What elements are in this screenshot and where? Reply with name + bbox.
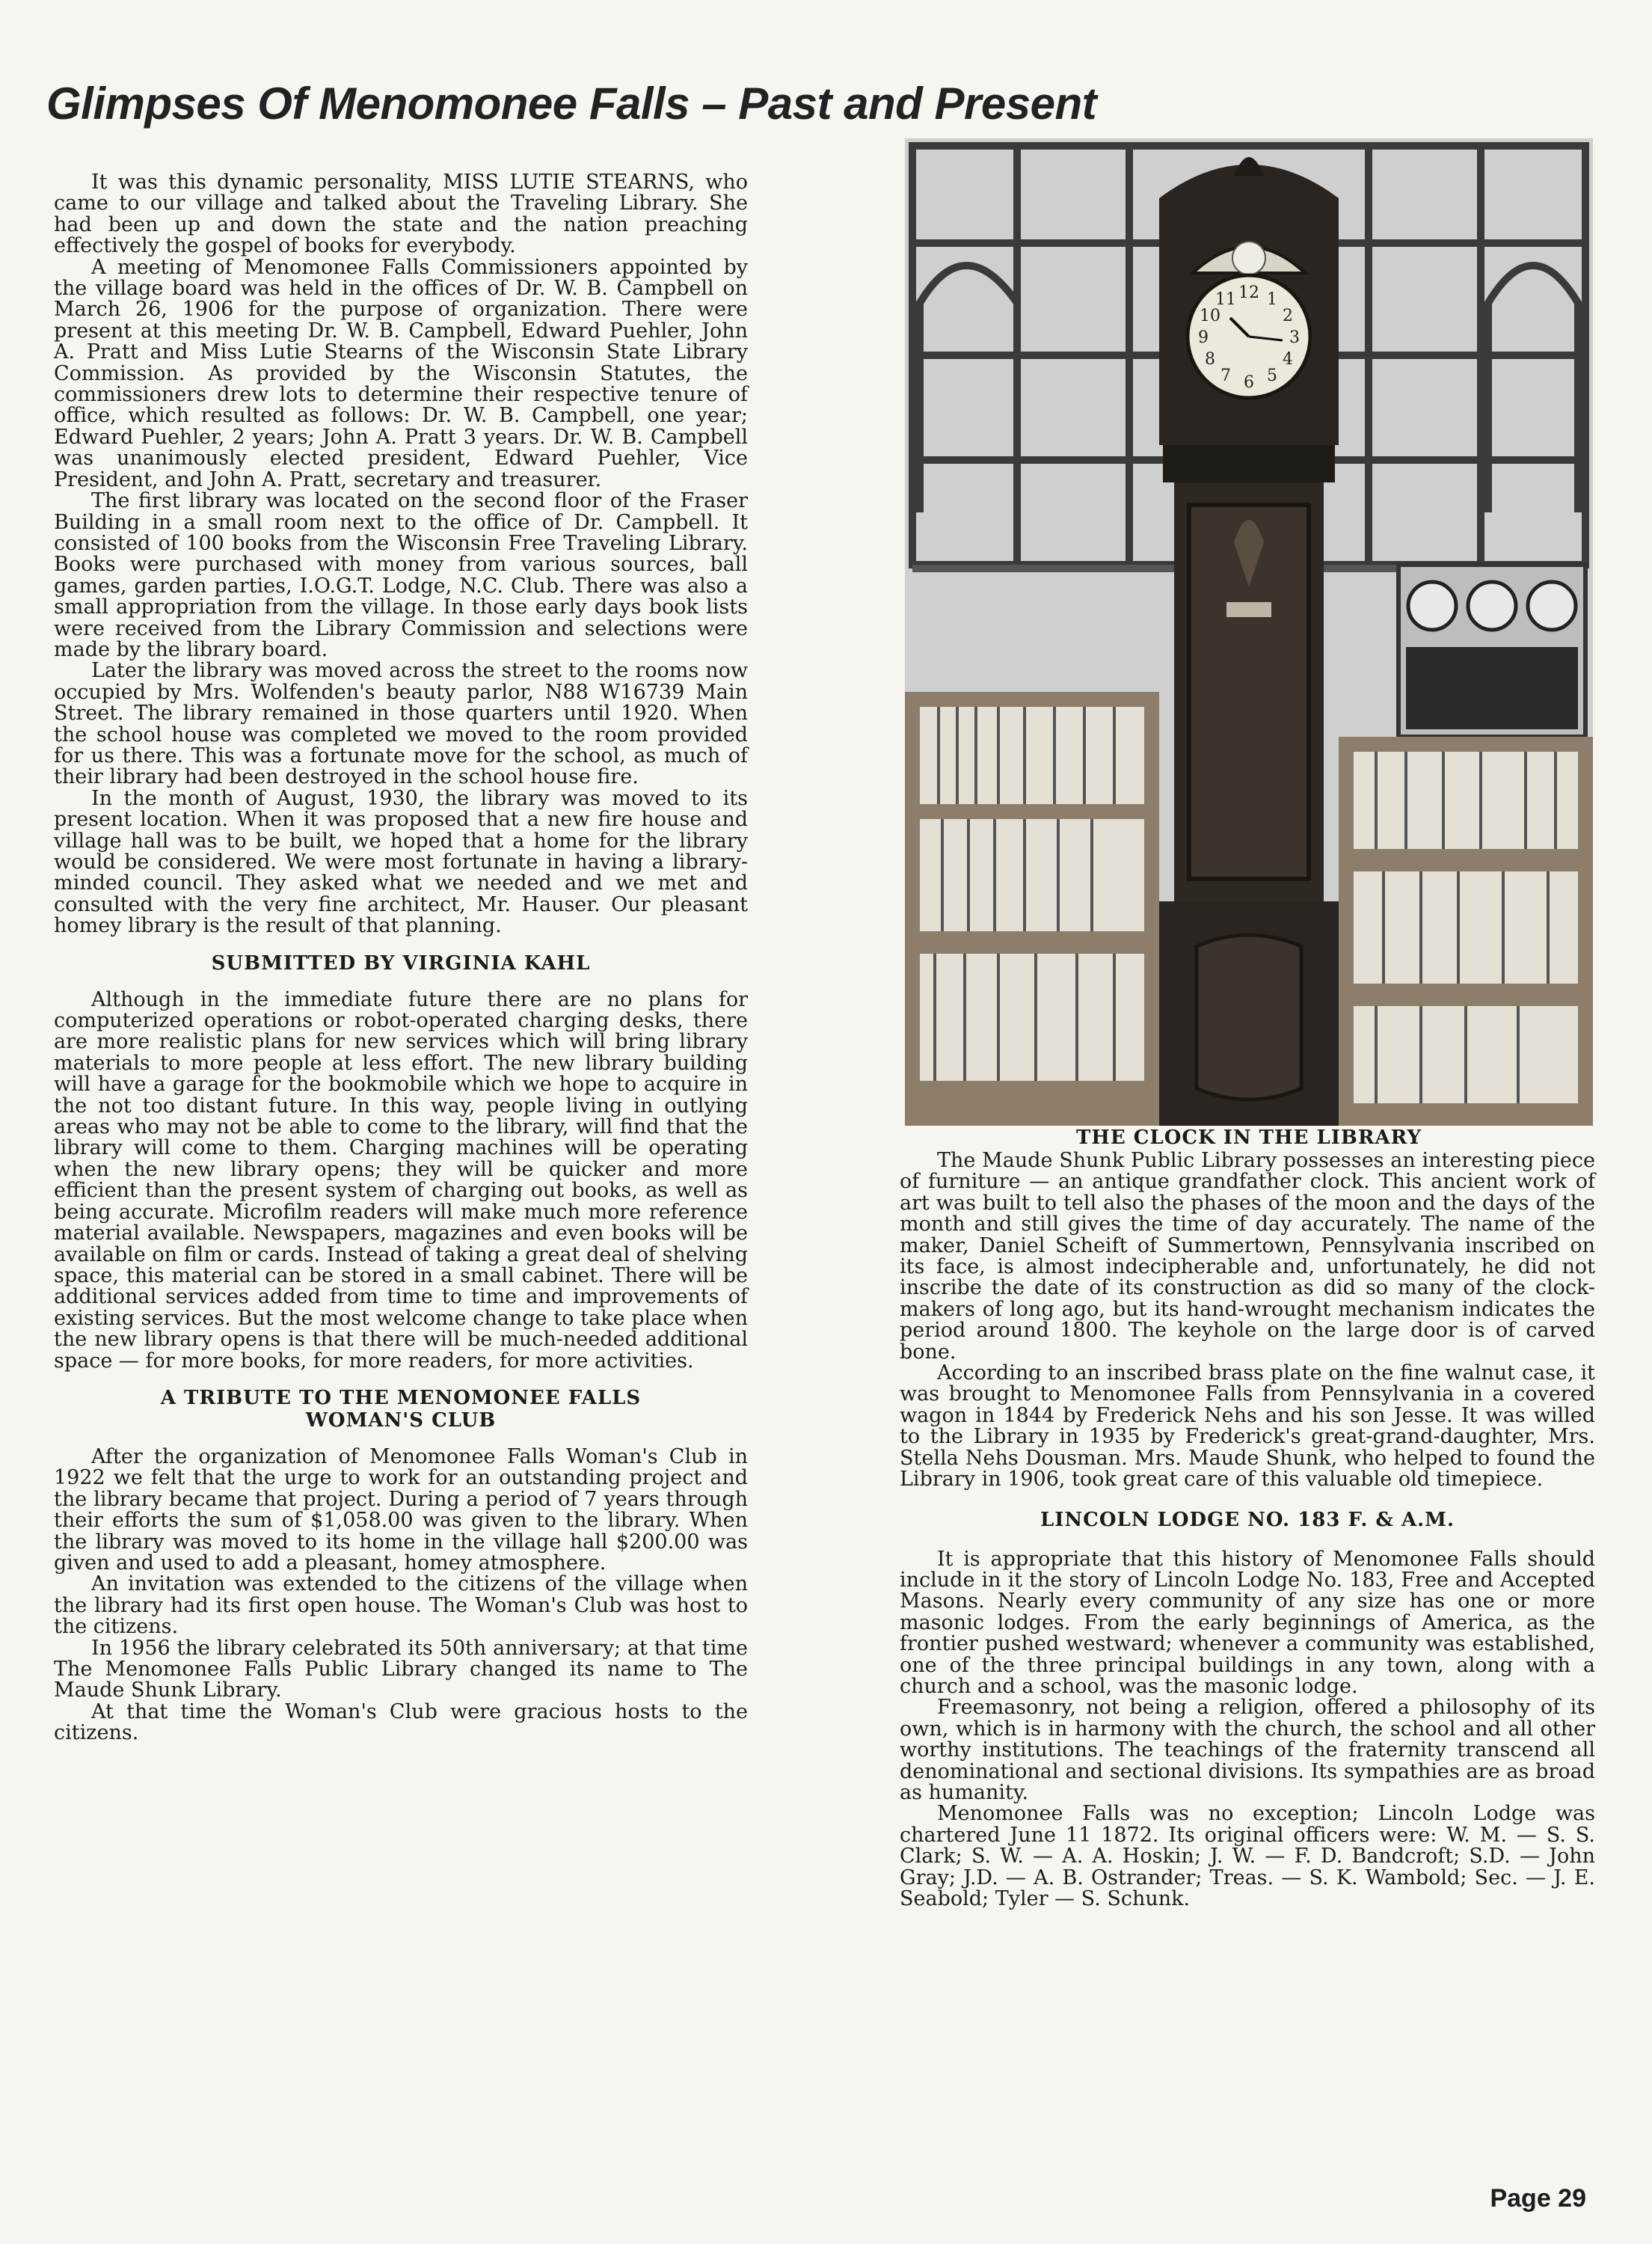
clock-numeral-9: 9 [1198,328,1209,347]
paragraph-open-house: An invitation was extended to the citizens of the village when the library had its first open house. The Woman's Club was host to the citizens. [54,1572,748,1639]
clock-numeral-4: 4 [1283,350,1293,369]
photo-caption: THE CLOCK IN THE LIBRARY [1075,1126,1422,1149]
clock-numeral-8: 8 [1205,350,1215,369]
paragraph-commissioners-meeting: A meeting of Menomonee Falls Commissioners appointed by the village board was held in the offices of Dr. W. B. Campbell on March 26, 1906 for the purpose of organization. There were present at this meeting Dr. W. B. Campbell, Edward Puehler, John A. Pratt and Miss Lutie Stearns of the Wisconsin State Library Commission. As provided by the Wisconsin Statutes, the commissioners drew lots to determine their respective tenure of office, which resulted as follows: Dr. W. B. Campbell, one year; Edward Puehler, 2 years; John A. Pratt 3 years. Dr. W. B. Campbell was unanimously elected president, Edward Puehler, Vice President, and John A. Pratt, secretary and treasurer. [54,255,748,491]
clock-numeral-3: 3 [1289,328,1300,347]
paragraph-gracious-hosts: At that time the Woman's Club were gracious hosts to the citizens. [54,1699,748,1745]
page-title: Glimpses Of Menomonee Falls – Past and Present [46,79,1097,129]
paragraph-lutie-stearns: It was this dynamic personality, MISS LUTIE STEARNS, who came to our village and talked about the Traveling Library. She had been up and down the state and the nation preaching effectively the gospel of books for everybody. [54,171,748,258]
paragraph-first-library: The first library was located on the second floor of the Fraser Building in a small room next to the office of Dr. Campbell. It consisted of 100 books from the Wisconsin Free Traveling Library. Books were purchased with money from various sources, ball games, garden parties, I.O.G.T. Lodge, N.C. Club. There was also a small appropriation from the village. In those early days book lists were received from the Library Commission and selections were made by the library board. [54,489,748,661]
page-number: Page 29 [1490,2184,1586,2213]
paragraph-masonic-lodges: It is appropriate that this history of Menomonee Falls should include in it the story of Lincoln Lodge No. 183, Free and Accepted Masons. Nearly every community of any size has one or more masonic lodges. From the early beginnings of America, as the frontier pushed westward; whenever a community was established, one of the three principal buildings in any town, along with a church and a school, was the masonic lodge. [900,1547,1595,1698]
paragraph-future-plans: Although in the immediate future there are no plans for computerized operations or robot-operated charging desks, there are more realistic plans for new services which will bring library materials to more people at less effort. The new library building will have a garage for the bookmobile which we hope to acquire in the not too distant future. In this way, people living in outlying areas who may not be able to come to the library, will find that the library will come to them. Charging machines will be operating when the new library opens; they will be quicker and more efficient than the present system of charging out books, as well as being accurate. Microfilm readers will make much more reference material available. Newspapers, magazines and even books will be available on film or cards. Instead of taking a great deal of shelving space, this material can be stored in a small cabinet. There will be additional services added from time to time and improvements of existing services. But the most welcome change to take place when the new library opens is that there will be much-needed additional space — for more books, for more readers, for more activities. [54,987,748,1373]
clock-numeral-12: 12 [1238,283,1259,302]
paragraph-clock-description: The Maude Shunk Public Library possesses an interesting piece of furniture — an antique grandfather clock. This ancient work of art was built to tell also the phases of the moon and the days of the month and still gives the time of day accurately. The name of the maker, Daniel Scheift of Summertown, Pennsylvania inscribed on its face, is almost indecipherable and, unfortunately, he did not inscribe the date of its construction as did so many of the clock-makers of long ago, but its hand-wrought mechanism indicates the period around 1800. The keyhole on the large door is of carved bone. [900,1149,1595,1364]
paragraph-original-officers: Menomonee Falls was no exception; Lincoln Lodge was chartered June 11 1872. Its original officers were: W. M. — S. S. Clark; S. W. — A. A. Hoskin; J. W. — F. D. Bandcroft; S.D. — John Gray; J.D. — A. B. Ostrander; Treas. — S. K. Wambold; Sec. — J. E. Seabold; Tyler — S. Schunk. [900,1802,1595,1910]
clock-numeral-1: 1 [1267,290,1277,309]
clock-numeral-2: 2 [1283,307,1293,325]
clock-numeral-5: 5 [1267,367,1277,385]
paragraph-50th-anniversary: In 1956 the library celebrated its 50th anniversary; at that time The Menomonee Falls Public Library changed its name to The Maude Shunk Library. [54,1636,748,1702]
clock-numeral-6: 6 [1244,373,1254,392]
grandfather-clock-photo [905,138,1593,1126]
paragraph-womans-club-project: After the organization of Menomonee Falls Woman's Club in 1922 we felt that the urge to work for an outstanding project and the library became that project. During a period of 7 years through their efforts the sum of $1,058.00 was given to the library. When the library was moved to its home in the village hall $200.00 was given and used to add a pleasant, homey atmosphere. [54,1444,748,1575]
right-column [900,1122,1595,1910]
paragraph-freemasonry: Freemasonry, not being a religion, offered a philosophy of its own, which is in harmony with the church, the school and all other worthy institutions. The teachings of the fraternity transcend all denominational and sectional divisions. Its sympathies are as broad as humanity. [900,1696,1595,1804]
heading-womans-club: A TRIBUTE TO THE MENOMONEE FALLS WOMAN'S CLUB [160,1386,642,1432]
clock-numeral-10: 10 [1200,307,1220,325]
clock-numeral-11: 11 [1215,290,1236,309]
paragraph-library-moved: Later the library was moved across the street to the rooms now occupied by Mrs. Wolfenden's beauty parlor, N88 W16739 Main Street. The library remained in those quarters until 1920. When the school house was completed we moved to the room provided for us there. This was a fortunate move for the school, as much of their library had been destroyed in the school house fire. [54,659,748,789]
left-column [54,172,748,1744]
clock-numeral-7: 7 [1220,367,1231,385]
heading-lincoln-lodge: LINCOLN LODGE NO. 183 F. & A.M. [1040,1508,1455,1531]
paragraph-present-location: In the month of August, 1930, the library was moved to its present location. When it was proposed that a new fire house and village hall was to be built, we hoped that a home for the library would be considered. We were most fortunate in having a library-minded council. They asked what we needed and we met and consulted with the very fine architect, Mr. Hauser. Our pleasant homey library is the result of that planning. [54,786,748,938]
heading-virginia-kahl: SUBMITTED BY VIRGINIA KAHL [211,951,591,975]
paragraph-clock-history: According to an inscribed brass plate on the fine walnut case, it was brought to Menomonee Falls from Pennsylvania in a covered wagon in 1844 by Frederick Nehs and his son Jesse. It was willed to the Library in 1935 by Frederick's great-grand-daughter, Mrs. Stella Nehs Dousman. Mrs. Maude Shunk, who helped to found the Library in 1906, took great care of this valuable old timepiece. [900,1361,1595,1492]
